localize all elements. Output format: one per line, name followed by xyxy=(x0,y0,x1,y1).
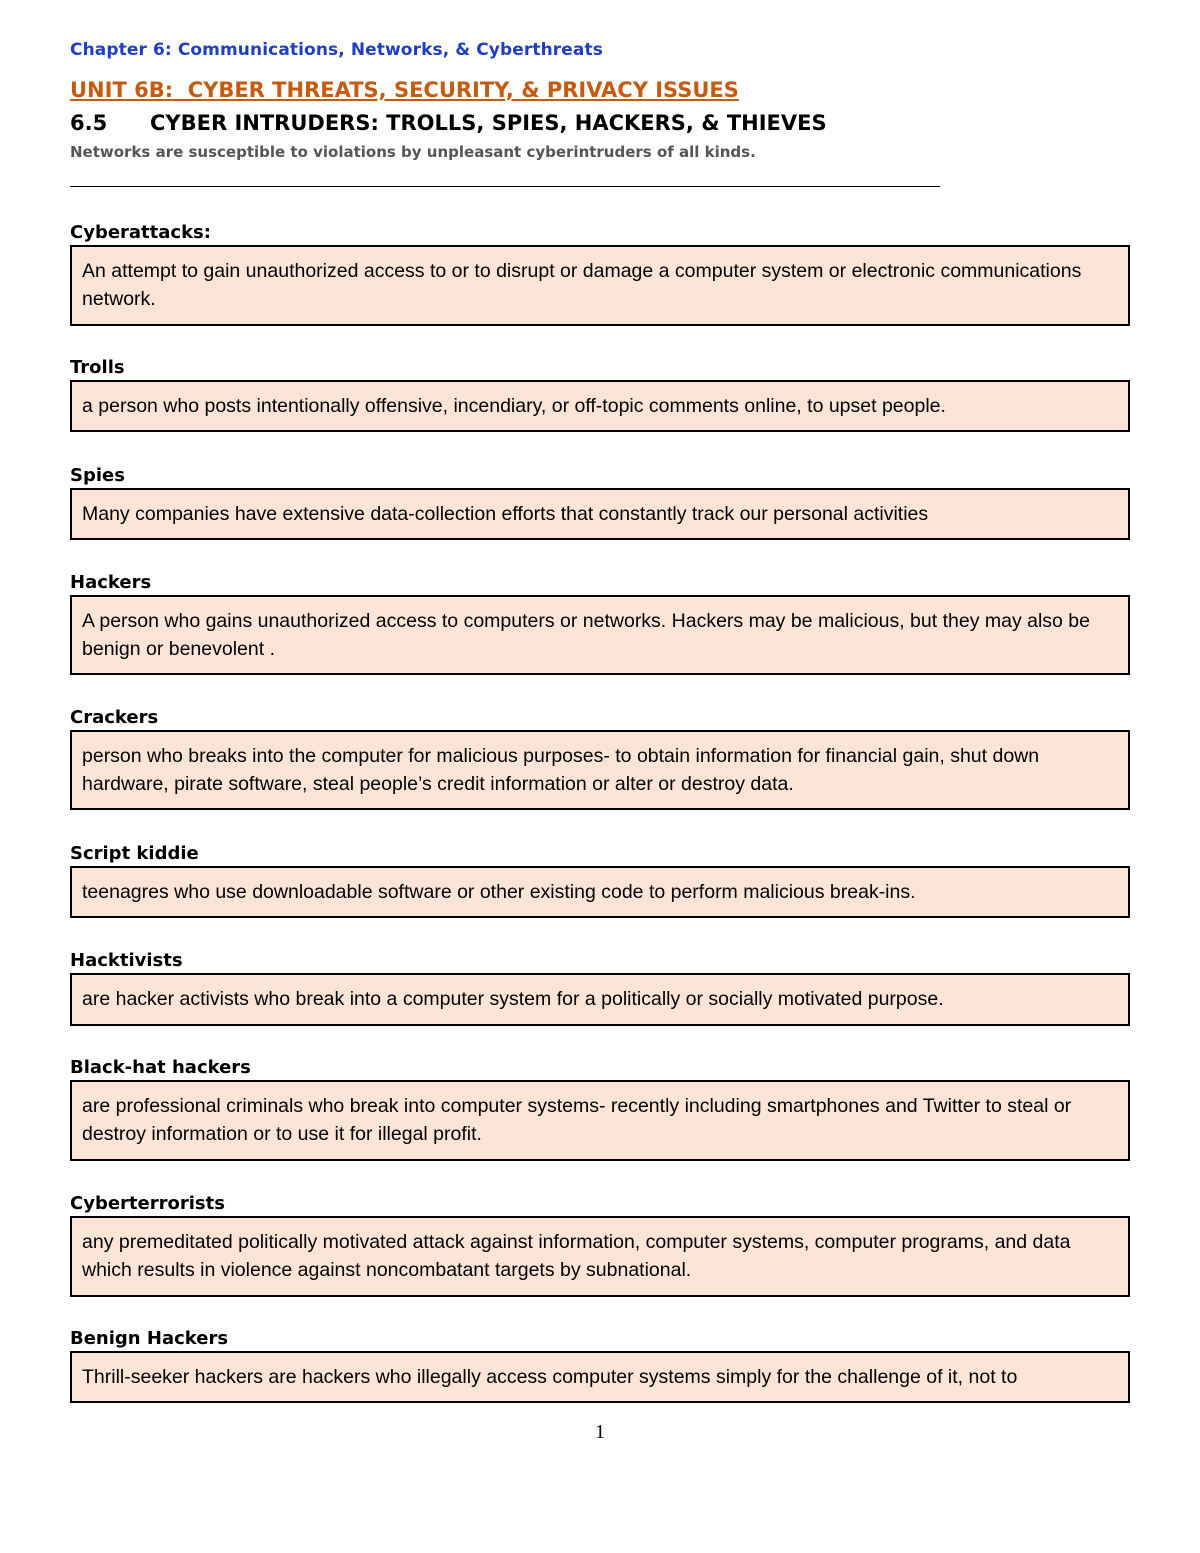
term-label: Script kiddie xyxy=(70,843,199,864)
horizontal-rule xyxy=(70,186,940,187)
definition-box: Thrill-seeker hackers are hackers who illegally access computer systems simply for the challenge of it, not to xyxy=(70,1351,1130,1403)
term-label: Cyberattacks: xyxy=(70,222,211,243)
section-number: 6.5 xyxy=(70,111,108,135)
section-subtitle: Networks are susceptible to violations by unpleasant cyberintruders of all kinds. xyxy=(70,143,756,161)
definition-box: a person who posts intentionally offensive, incendiary, or off-topic comments online, to upset people. xyxy=(70,380,1130,432)
page-number: 1 xyxy=(595,1421,605,1443)
term-label: Cyberterrorists xyxy=(70,1193,225,1214)
chapter-header: Chapter 6: Communications, Networks, & Cyberthreats xyxy=(70,40,603,60)
term-label: Trolls xyxy=(70,357,125,378)
definition-box: person who breaks into the computer for malicious purposes- to obtain information for financial gain, shut down hardware, pirate software, steal people’s credit information or alter or destroy data. xyxy=(70,730,1130,810)
term-label: Hackers xyxy=(70,572,152,593)
term-label: Spies xyxy=(70,465,125,486)
section-title: CYBER INTRUDERS: TROLLS, SPIES, HACKERS, & THIEVES xyxy=(150,111,827,135)
term-label: Black-hat hackers xyxy=(70,1057,251,1078)
definition-box: An attempt to gain unauthorized access to or to disrupt or damage a computer system or electronic communications network. xyxy=(70,245,1130,326)
definition-box: are professional criminals who break into computer systems- recently including smartphones and Twitter to steal or destroy information or to use it for illegal profit. xyxy=(70,1080,1130,1161)
section-heading xyxy=(70,111,827,135)
definition-box: Many companies have extensive data-collection efforts that constantly track our personal activities xyxy=(70,488,1130,540)
term-label: Hacktivists xyxy=(70,950,183,971)
definition-box: any premeditated politically motivated attack against information, computer systems, computer programs, and data which results in violence against noncombatant targets by subnational. xyxy=(70,1216,1130,1297)
definition-box: are hacker activists who break into a computer system for a politically or socially motivated purpose. xyxy=(70,973,1130,1026)
unit-title: UNIT 6B: CYBER THREATS, SECURITY, & PRIVACY ISSUES xyxy=(70,78,739,102)
definition-box: teenagres who use downloadable software or other existing code to perform malicious break-ins. xyxy=(70,866,1130,918)
term-label: Crackers xyxy=(70,707,159,728)
definition-box: A person who gains unauthorized access to computers or networks. Hackers may be malicious, but they may also be benign or benevolent . xyxy=(70,595,1130,675)
term-label: Benign Hackers xyxy=(70,1328,229,1349)
